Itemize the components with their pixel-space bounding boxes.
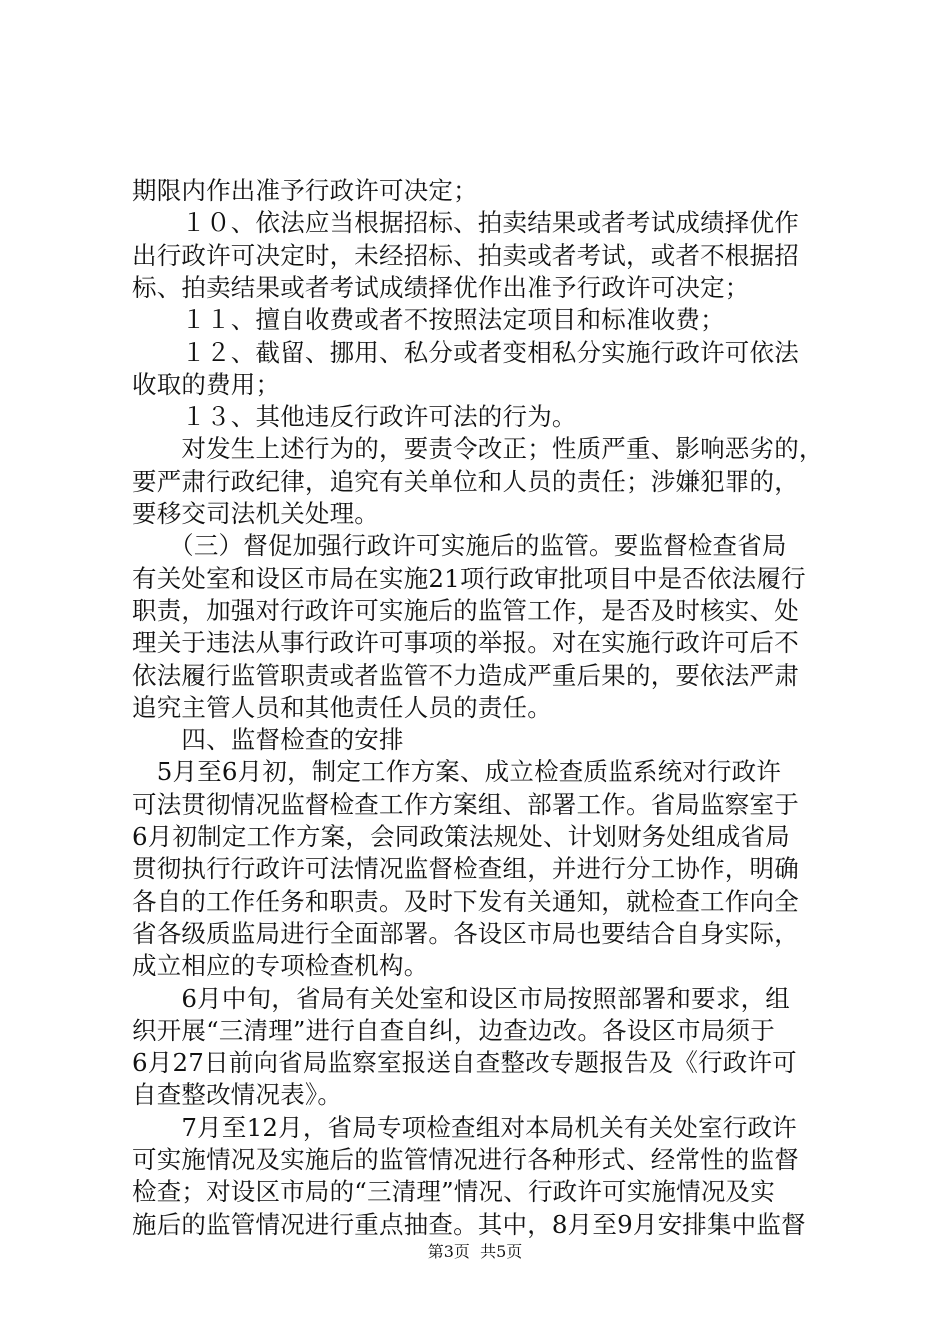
text-line: 追究主管人员和其他责任人员的责任。 [132, 692, 552, 722]
text-line: １０、依法应当根据招标、拍卖结果或者考试成绩择优作 [132, 208, 799, 238]
text-line: 出行政许可决定时，未经招标、拍卖或者考试，或者不根据招 [132, 240, 799, 270]
text-line: 施后的监管情况进行重点抽查。其中，8月至9月安排集中监督 [132, 1209, 806, 1239]
text-line: 标、拍卖结果或者考试成绩择优作出准予行政许可决定； [132, 272, 750, 302]
text-line: 6月中旬，省局有关处室和设区市局按照部署和要求，组 [132, 983, 790, 1013]
text-line: 6月27日前向省局监察室报送自查整改专题报告及《行政许可 [132, 1048, 797, 1078]
text-line: 要严肃行政纪律，追究有关单位和人员的责任；涉嫌犯罪的， [132, 466, 799, 496]
page-footer: 第3页 共5页 [427, 1242, 523, 1261]
text-line: 要移交司法机关处理。 [132, 499, 379, 528]
text-line: 贯彻执行行政许可法情况监督检查组，并进行分工协作，明确 [132, 854, 799, 884]
text-line: 各自的工作任务和职责。及时下发有关通知，就检查工作向全 [132, 886, 799, 916]
text-line: 四、监督检查的安排 [132, 725, 404, 755]
text-line: 织开展“三清理”进行自查自纠，边查边改。各设区市局须于 [132, 1015, 775, 1045]
text-line: 可实施情况及实施后的监管情况进行各种形式、经常性的监督 [132, 1145, 799, 1174]
text-line: 可法贯彻情况监督检查工作方案组、部署工作。省局监察室于 [132, 789, 799, 819]
text-line: 依法履行监管职责或者监管不力造成严重后果的，要依法严肃 [132, 660, 799, 690]
text-line: 自查整改情况表》。 [132, 1080, 343, 1110]
text-line: 省各级质监局进行全面部署。各设区市局也要结合自身实际， [132, 918, 799, 948]
text-line: 职责，加强对行政许可实施后的监管工作，是否及时核实、处 [132, 595, 799, 625]
text-line: １３、其他违反行政许可法的行为。 [132, 402, 577, 432]
text-line: 5月至6月初，制定工作方案、成立检查质监系统对行政许 [132, 757, 782, 787]
text-line: 6月初制定工作方案，会同政策法规处、计划财务处组成省局 [132, 822, 790, 851]
text-line: （三）督促加强行政许可实施后的监管。要监督检查省局 [132, 531, 787, 561]
text-line: 7月至12月，省局专项检查组对本局机关有关处室行政许 [132, 1112, 797, 1142]
text-line: 检查；对设区市局的“三清理”情况、行政许可实施情况及实 [132, 1177, 775, 1207]
text-line: １１、擅自收费或者不按照法定项目和标准收费； [132, 305, 725, 335]
text-line: １２、截留、挪用、私分或者变相私分实施行政许可依法 [132, 337, 799, 367]
text-line: 理关于违法从事行政许可事项的举报。对在实施行政许可后不 [132, 628, 799, 658]
text-line: 成立相应的专项检查机构。 [132, 951, 429, 981]
text-line: 期限内作出准予行政许可决定； [132, 176, 478, 205]
text-line: 有关处室和设区市局在实施21项行政审批项目中是否依法履行 [132, 563, 806, 593]
text-line: 对发生上述行为的，要责令改正；性质严重、影响恶劣的， [132, 434, 824, 464]
text-line: 收取的费用； [132, 369, 281, 399]
